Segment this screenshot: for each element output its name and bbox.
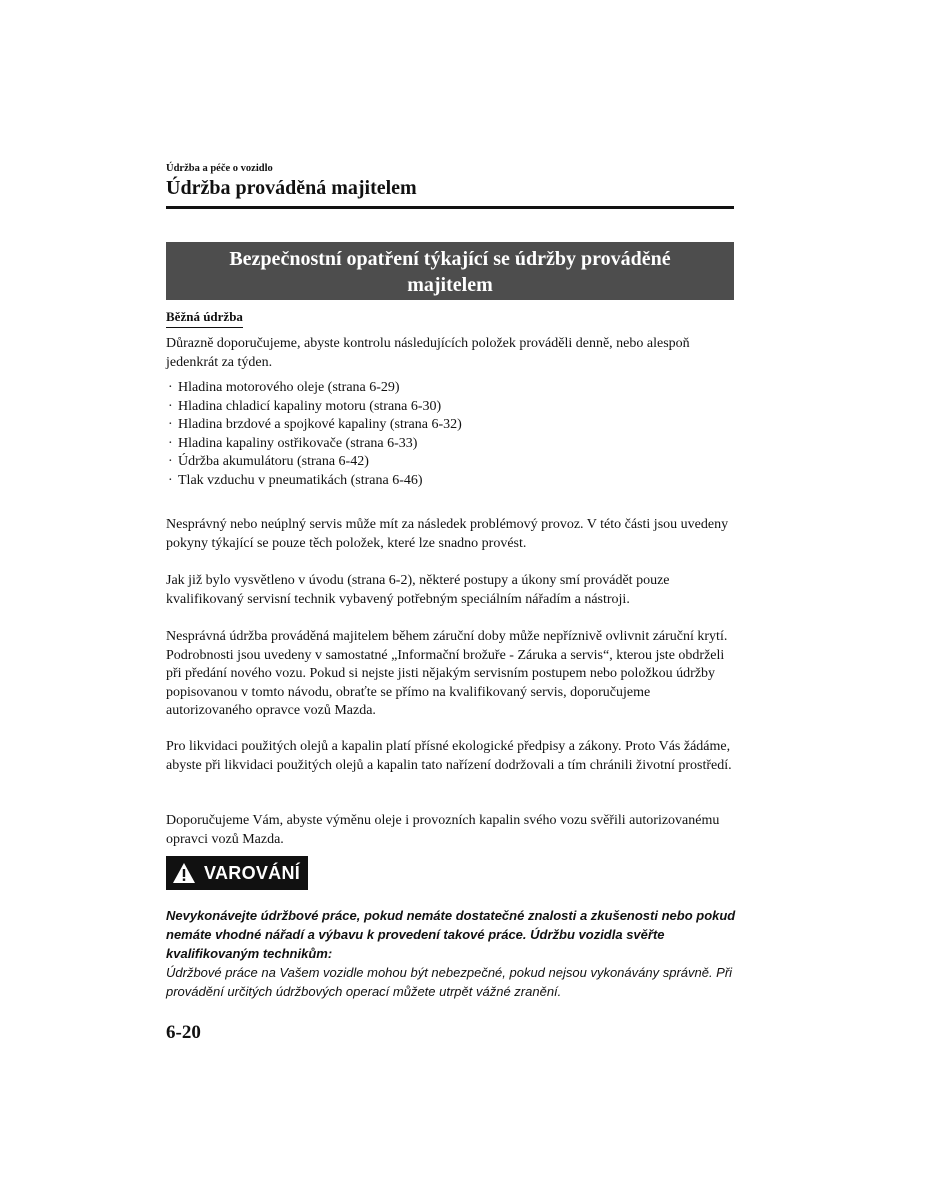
banner-line-2: majitelem xyxy=(407,274,493,296)
warning-triangle-icon xyxy=(172,862,196,884)
intro-paragraph: Důrazně doporučujeme, abyste kontrolu následujících položek prováděli denně, nebo alespoň jedenkrát za týden. xyxy=(166,336,690,370)
checklist-item: · Hladina brzdové a spojkové kapaliny (strana 6-32) xyxy=(166,416,726,435)
warning-bold-text: Nevykonávejte údržbové práce, pokud nemáte dostatečné znalosti a zkušenosti nebo pokud nemáte vhodné nářadí a výbavu k provedení takové práce. Údržbu vozidla svěřte kvalifikovaným technikům: xyxy=(166,908,736,961)
topic-banner xyxy=(166,242,734,300)
warning-detail-text: Údržbové práce na Vašem vozidle mohou být nebezpečné, pokud nejsou vykonávány správně. Při provádění určitých údržbových operací můžete utrpět vážné zranění. xyxy=(166,965,733,999)
checklist-item: · Tlak vzduchu v pneumatikách (strana 6-46) xyxy=(166,472,726,491)
subheading: Běžná údržba xyxy=(166,309,243,328)
warning-label: VAROVÁNÍ xyxy=(204,862,301,883)
checklist-item: · Hladina chladicí kapaliny motoru (strana 6-30) xyxy=(166,398,726,417)
body-paragraph: Jak již bylo vysvětleno v úvodu (strana 6-2), některé postupy a úkony smí provádět pouze kvalifikovaný servisní technik vybavený potřebným speciálním nářadím a nástroji. xyxy=(166,573,670,607)
body-paragraph: Pro likvidaci použitých olejů a kapalin platí přísné ekologické předpisy a zákony. Proto Vás žádáme, abyste při likvidaci použitých olejů a kapalin tato nařízení dodržovali a tím chránili životní prostředí. xyxy=(166,739,732,773)
checklist-item: · Hladina motorového oleje (strana 6-29) xyxy=(166,379,726,398)
breadcrumb: Údržba a péče o vozidlo xyxy=(166,163,273,174)
body-paragraph: Nesprávný nebo neúplný servis může mít za následek problémový provoz. V této části jsou uvedeny pokyny týkající se pouze těch položek, které lze snadno provést. xyxy=(166,517,729,551)
checklist-item: · Údržba akumulátoru (strana 6-42) xyxy=(166,453,726,472)
body-paragraph: Nesprávná údržba prováděná majitelem během záruční doby může nepříznivě ovlivnit záruční krytí. Podrobnosti jsou uvedeny v samostatné „Informační brožuře - Záruka a servis“, kterou jste obdrželi při předání nového vozu. Pokud si nejste jisti nějakým servisním postupem nebo položkou údržby popisovanou v tomto návodu, obraťte se přímo na kvalifikovaný servis, doporučujeme autorizovaného opravce vozů Mazda. xyxy=(166,629,728,718)
banner-line-1: Bezpečnostní opatření týkající se údržby prováděné xyxy=(229,248,671,270)
page-number: 6-20 xyxy=(166,1022,201,1043)
warning-badge xyxy=(166,856,308,890)
body-paragraph: Doporučujeme Vám, abyste výměnu oleje i provozních kapalin svého vozu svěřili autorizovanému opravci vozů Mazda. xyxy=(166,813,720,847)
checklist-item: · Hladina kapaliny ostřikovače (strana 6-33) xyxy=(166,435,726,454)
warning-text xyxy=(166,906,736,1001)
maintenance-checklist xyxy=(166,379,726,490)
title-rule xyxy=(166,206,734,209)
section-title: Údržba prováděná majitelem xyxy=(166,177,417,199)
